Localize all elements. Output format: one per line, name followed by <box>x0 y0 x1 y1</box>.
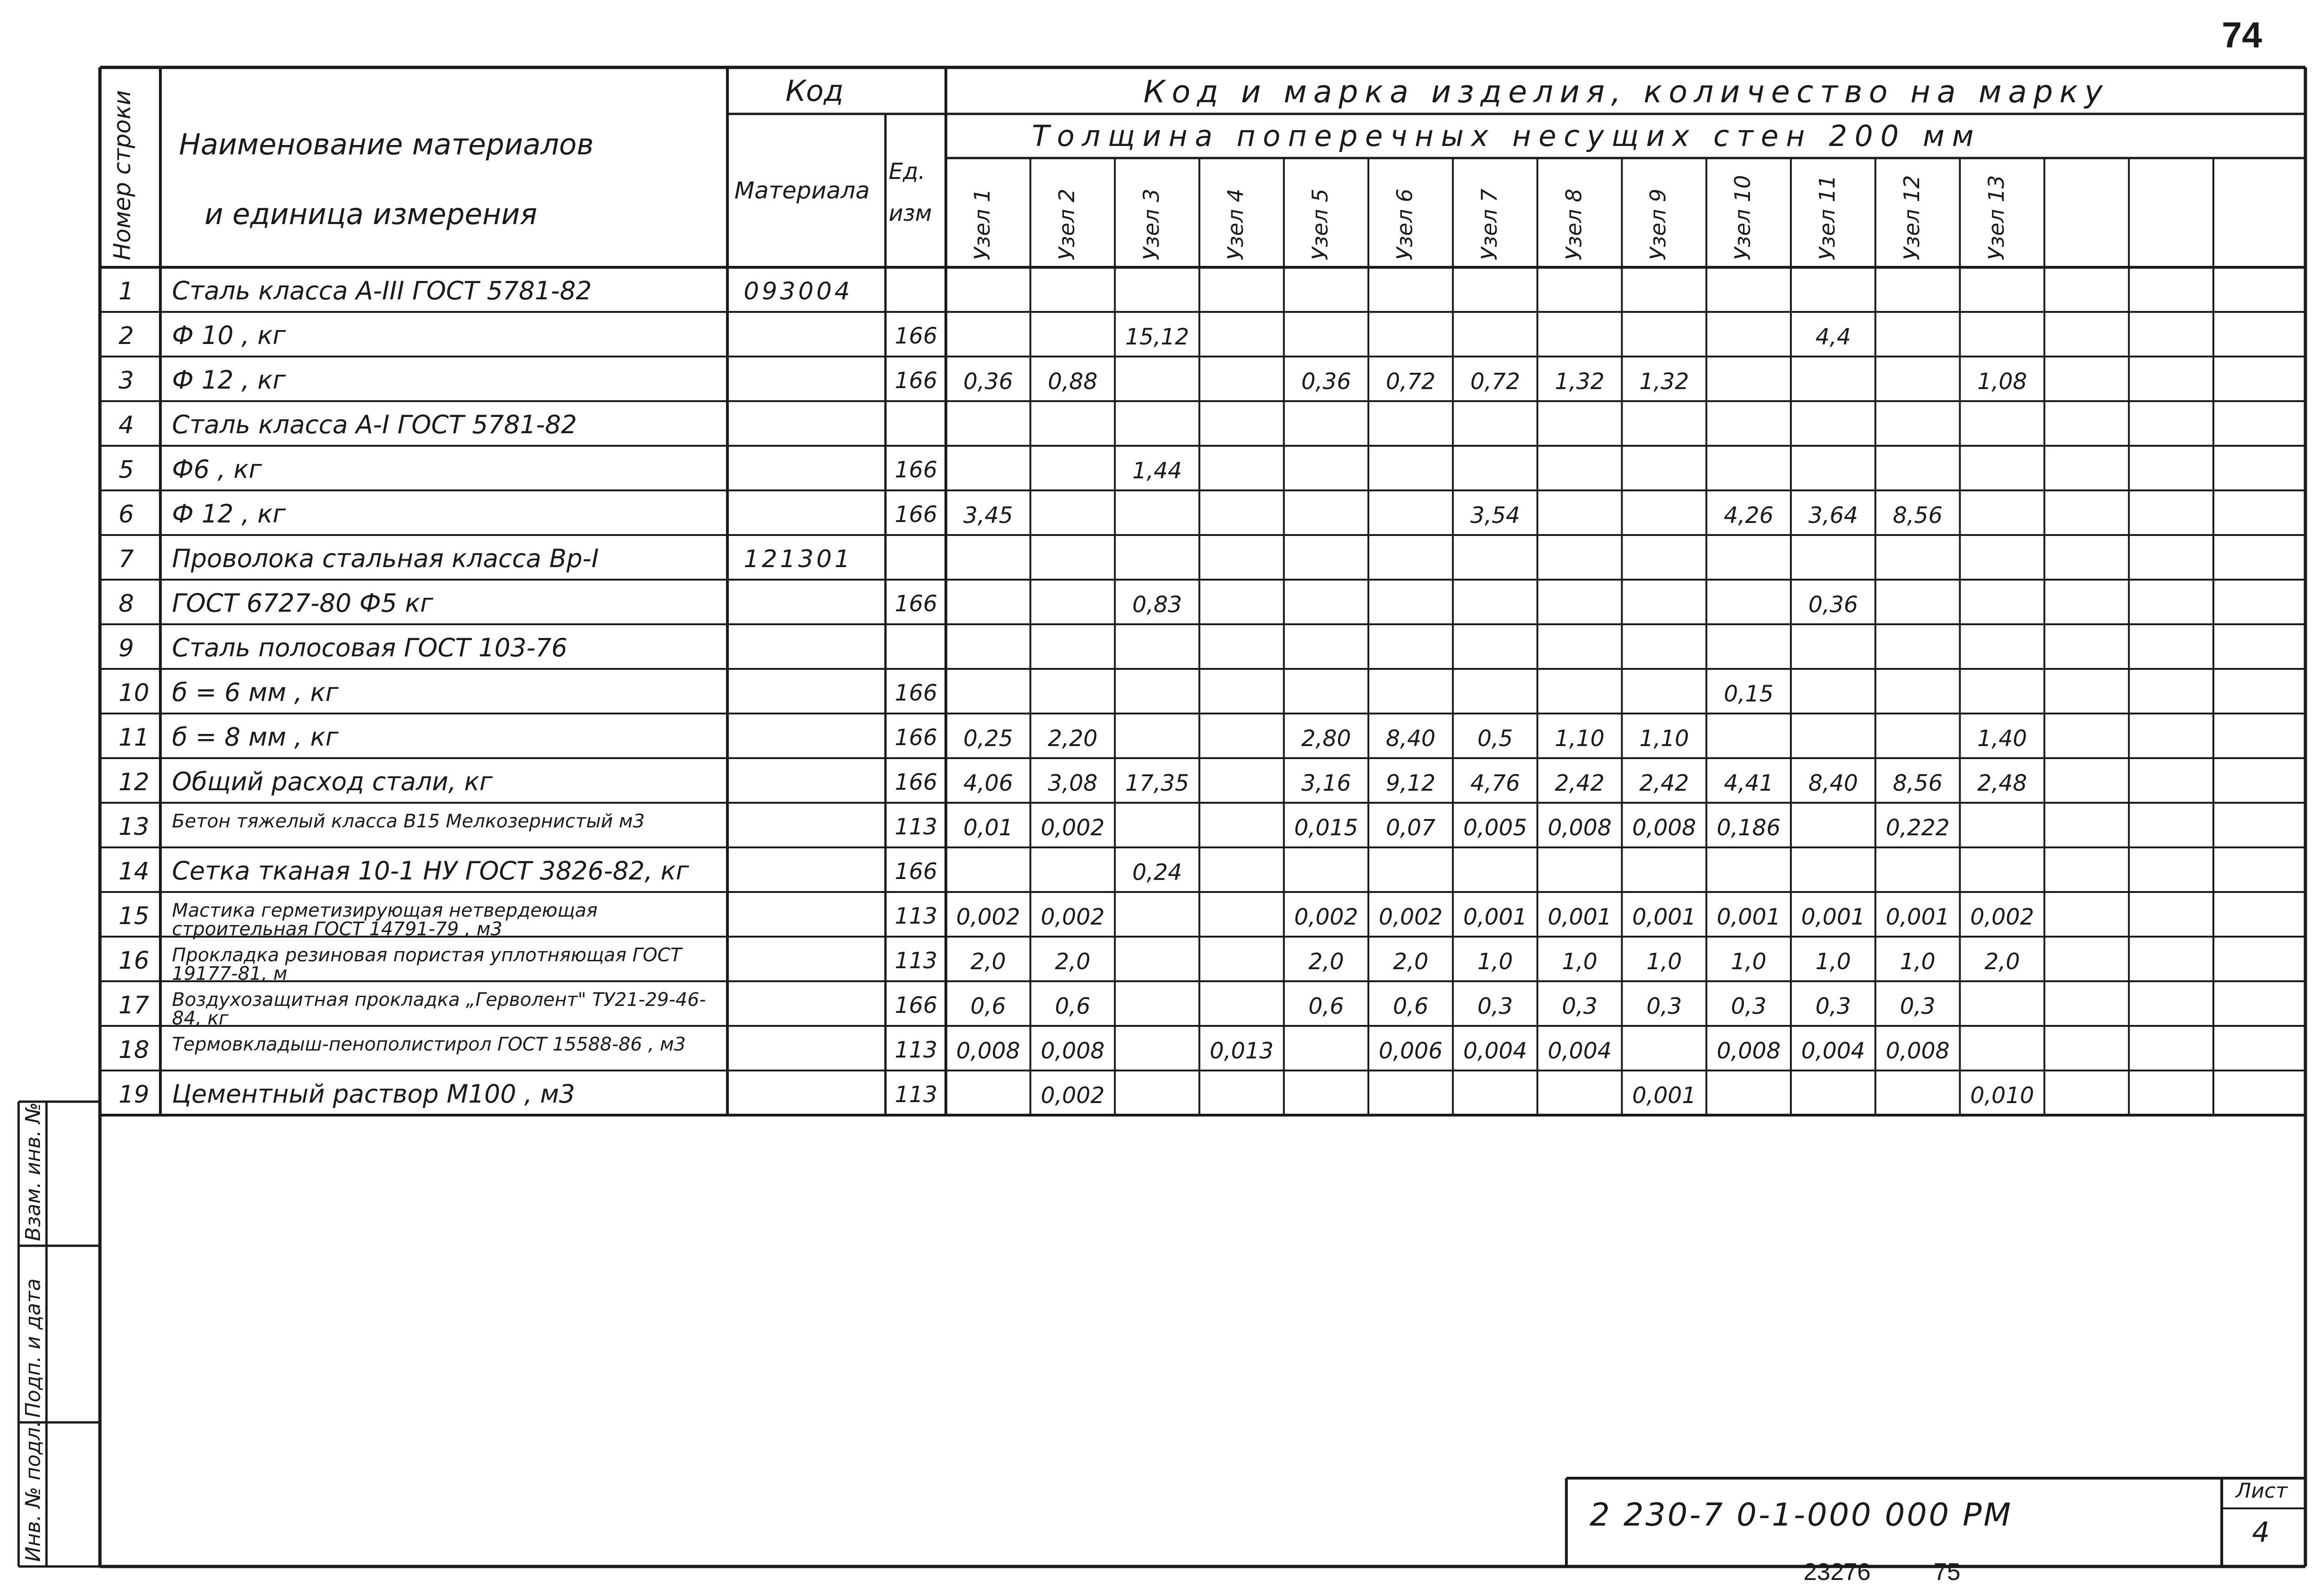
node-header-6: Узел 6 <box>1392 188 1417 260</box>
node-header-10: Узел 10 <box>1730 175 1756 260</box>
unit-code: 113 <box>895 948 938 974</box>
material-name: Сталь полосовая ГОСТ 103-76 <box>172 633 568 662</box>
node-value: 8,56 <box>1893 502 1943 529</box>
material-name: Прокладка резиновая пористая уплотняющая ГОСТ 19177-81, м <box>172 945 682 985</box>
product-title: Код и марка изделия, количество на марку <box>1143 74 2109 110</box>
node-value: 0,002 <box>1041 1083 1105 1109</box>
side-label-0: Инв. № подл. <box>21 1421 45 1562</box>
node-value: 8,40 <box>1386 726 1436 752</box>
node-value: 0,6 <box>970 993 1006 1019</box>
node-value: 0,006 <box>1379 1038 1443 1064</box>
unit-code: 113 <box>895 1037 938 1063</box>
material-name: б = 8 мм , кг <box>172 722 339 752</box>
node-value: 1,10 <box>1639 726 1689 752</box>
node-value: 0,15 <box>1723 681 1774 707</box>
node-header-13: Узел 13 <box>1983 175 2009 260</box>
row-number: 7 <box>119 545 134 573</box>
material-name: Бетон тяжелый класса В15 Мелкозернистый м3 <box>172 811 645 832</box>
row-number: 9 <box>119 634 134 662</box>
unit-code: 166 <box>895 591 938 617</box>
node-value: 3,54 <box>1470 502 1520 529</box>
node-value: 0,3 <box>1731 993 1767 1019</box>
thickness-title: Толщина поперечных несущих стен 200 мм <box>1032 119 1981 153</box>
material-name: Ф 12 , кг <box>172 499 286 529</box>
node-value: 0,3 <box>1900 993 1935 1019</box>
stamp-sheet-number: 4 <box>2252 1516 2270 1549</box>
node-value: 0,013 <box>1209 1038 1274 1064</box>
node-value: 1,0 <box>1731 949 1767 975</box>
unit-code: 166 <box>895 502 938 528</box>
node-value: 0,3 <box>1562 993 1598 1019</box>
row-number: 10 <box>119 679 150 707</box>
side-label-2: Взам. инв. № <box>21 1102 45 1241</box>
node-header-12: Узел 12 <box>1899 175 1924 260</box>
node-value: 0,001 <box>1632 1083 1697 1109</box>
node-value: 4,76 <box>1470 770 1520 796</box>
node-value: 0,008 <box>1717 1038 1781 1064</box>
node-value: 3,64 <box>1808 502 1858 529</box>
unit-code: 166 <box>895 680 938 706</box>
node-value: 0,88 <box>1048 369 1098 395</box>
row-number: 6 <box>119 501 134 529</box>
node-value: 8,40 <box>1808 770 1858 796</box>
node-value: 1,0 <box>1477 949 1513 975</box>
material-name: Ф6 , кг <box>172 455 262 484</box>
node-value: 17,35 <box>1125 770 1189 796</box>
node-value: 0,001 <box>1717 904 1781 930</box>
side-label-1: Подп. и дата <box>21 1278 45 1418</box>
node-value: 1,0 <box>1646 949 1682 975</box>
material-name: Сетка тканая 10-1 НУ ГОСТ 3826-82, кг <box>172 856 689 886</box>
node-value: 0,004 <box>1801 1038 1865 1064</box>
unit-code: 113 <box>895 1082 938 1108</box>
material-name: б = 6 мм , кг <box>172 678 339 707</box>
unit-code: 113 <box>895 814 938 840</box>
node-header-7: Узел 7 <box>1476 188 1502 260</box>
node-value: 0,002 <box>1041 815 1105 841</box>
node-value: 2,0 <box>970 949 1006 975</box>
node-value: 2,0 <box>1984 949 2020 975</box>
material-name: Сталь класса А-III ГОСТ 5781-82 <box>172 276 592 305</box>
node-value: 0,83 <box>1132 592 1182 618</box>
node-value: 1,40 <box>1977 726 2027 752</box>
node-value: 0,010 <box>1970 1083 2034 1109</box>
node-value: 0,6 <box>1393 993 1429 1019</box>
row-number: 1 <box>119 278 134 305</box>
node-value: 2,80 <box>1301 726 1351 752</box>
node-header-9: Узел 9 <box>1645 188 1671 260</box>
node-value: 0,002 <box>1970 904 2034 930</box>
row-number: 19 <box>119 1081 150 1109</box>
node-value: 0,72 <box>1470 369 1520 395</box>
row-number: 4 <box>119 411 134 439</box>
node-header-4: Узел 4 <box>1223 188 1248 260</box>
node-value: 8,56 <box>1893 770 1943 796</box>
node-value: 2,0 <box>1393 949 1429 975</box>
node-header-3: Узел 3 <box>1138 188 1164 260</box>
node-value: 0,01 <box>963 815 1013 841</box>
node-value: 0,3 <box>1477 993 1513 1019</box>
material-name: Ф 12 , кг <box>172 365 286 395</box>
node-value: 0,5 <box>1477 726 1513 752</box>
node-value: 0,6 <box>1308 993 1344 1019</box>
stamp-sheet-label: Лист <box>2236 1479 2288 1503</box>
unit-code: 166 <box>895 769 938 795</box>
material-name: Сталь класса А-I ГОСТ 5781-82 <box>172 410 577 439</box>
name-header-line2: и единица измерения <box>205 197 537 231</box>
unit-code: 166 <box>895 457 938 483</box>
row-number: 13 <box>119 813 150 841</box>
node-value: 0,008 <box>1886 1038 1950 1064</box>
node-value: 0,001 <box>1886 904 1950 930</box>
row-number: 14 <box>119 858 150 886</box>
node-value: 1,10 <box>1555 726 1605 752</box>
node-header-11: Узел 11 <box>1815 175 1840 260</box>
unit-code: 166 <box>895 323 938 349</box>
unit-code: 166 <box>895 859 938 885</box>
node-header-5: Узел 5 <box>1307 188 1333 260</box>
node-value: 0,002 <box>956 904 1020 930</box>
node-value: 3,45 <box>963 502 1013 529</box>
node-value: 4,26 <box>1723 502 1774 529</box>
node-value: 0,001 <box>1463 904 1527 930</box>
node-value: 0,36 <box>1301 369 1351 395</box>
material-name: ГОСТ 6727-80 Ф5 кг <box>172 588 434 618</box>
row-number: 11 <box>119 724 150 752</box>
node-value: 3,16 <box>1301 770 1351 796</box>
row-number: 16 <box>119 947 150 975</box>
page-number: 74 <box>2222 14 2262 55</box>
node-value: 0,24 <box>1132 859 1182 886</box>
node-value: 0,002 <box>1294 904 1358 930</box>
node-value: 1,08 <box>1977 369 2027 395</box>
node-value: 0,008 <box>956 1038 1020 1064</box>
node-value: 0,005 <box>1463 815 1527 841</box>
material-name: Общий расход стали, кг <box>172 767 493 796</box>
node-value: 0,004 <box>1463 1038 1527 1064</box>
node-header-8: Узел 8 <box>1561 188 1586 260</box>
unit-code: 166 <box>895 368 938 394</box>
node-value: 0,002 <box>1041 904 1105 930</box>
node-value: 0,002 <box>1379 904 1443 930</box>
node-value: 4,06 <box>963 770 1013 796</box>
node-value: 0,36 <box>1808 592 1858 618</box>
node-value: 15,12 <box>1125 324 1189 350</box>
material-code: 093004 <box>744 278 853 305</box>
row-number: 17 <box>119 991 150 1019</box>
node-value: 0,72 <box>1386 369 1436 395</box>
node-value: 1,0 <box>1562 949 1598 975</box>
node-value: 0,004 <box>1547 1038 1612 1064</box>
node-value: 4,41 <box>1723 770 1774 796</box>
material-code: 121301 <box>744 545 853 573</box>
node-value: 1,0 <box>1900 949 1935 975</box>
node-value: 3,08 <box>1048 770 1098 796</box>
node-value: 2,0 <box>1055 949 1090 975</box>
node-value: 0,001 <box>1801 904 1865 930</box>
material-name: Термовкладыш-пенополистирол ГОСТ 15588-86 , м3 <box>172 1034 686 1055</box>
node-value: 1,32 <box>1555 369 1605 395</box>
node-value: 0,222 <box>1886 815 1950 841</box>
node-value: 2,20 <box>1048 726 1098 752</box>
node-value: 4,4 <box>1815 324 1851 350</box>
node-value: 2,48 <box>1977 770 2027 796</box>
material-header: Материала <box>734 177 870 204</box>
row-number-header: Номер строки <box>109 90 136 260</box>
node-value: 0,186 <box>1717 815 1781 841</box>
node-header-1: Узел 1 <box>970 188 995 260</box>
node-value: 1,0 <box>1815 949 1851 975</box>
node-value: 0,3 <box>1646 993 1682 1019</box>
row-number: 5 <box>119 456 134 484</box>
node-value: 0,6 <box>1055 993 1090 1019</box>
unit-code: 166 <box>895 725 938 751</box>
node-value: 1,32 <box>1639 369 1689 395</box>
code-header: Код <box>786 74 844 108</box>
unit-header-1: Ед. <box>889 159 925 185</box>
row-number: 18 <box>119 1036 150 1064</box>
node-value: 0,07 <box>1386 815 1436 841</box>
node-value: 2,42 <box>1555 770 1605 796</box>
node-value: 0,015 <box>1294 815 1358 841</box>
material-name: Ф 10 , кг <box>172 321 286 350</box>
node-value: 0,008 <box>1632 815 1697 841</box>
material-name: Цементный раствор М100 , м3 <box>172 1079 575 1109</box>
footer-inventory: 23276 <box>1803 1559 1871 1586</box>
row-number: 12 <box>119 768 150 796</box>
material-name: Воздухозащитная прокладка „Герволент" ТУ21-29-46-84, кг <box>172 989 706 1029</box>
unit-code: 113 <box>895 903 938 929</box>
row-number: 15 <box>119 902 150 930</box>
material-name: Проволока стальная класса Вр-I <box>172 544 599 573</box>
unit-header-2: изм <box>889 200 932 226</box>
node-value: 0,25 <box>963 726 1013 752</box>
row-number: 3 <box>119 367 134 395</box>
row-number: 8 <box>119 590 134 618</box>
unit-code: 166 <box>895 992 938 1018</box>
node-value: 0,008 <box>1041 1038 1105 1064</box>
node-value: 0,008 <box>1547 815 1612 841</box>
node-value: 0,3 <box>1815 993 1851 1019</box>
node-value: 0,36 <box>963 369 1013 395</box>
node-value: 2,42 <box>1639 770 1689 796</box>
material-name: Мастика герметизирующая нетвердеющая строительная ГОСТ 14791-79 , м3 <box>172 900 598 940</box>
row-number: 2 <box>119 322 134 350</box>
stamp-doc-code: 2 230-7 0-1-000 000 РМ <box>1590 1497 2013 1533</box>
footer-page: 75 <box>1934 1559 1961 1586</box>
node-value: 0,001 <box>1632 904 1697 930</box>
node-value: 2,0 <box>1308 949 1344 975</box>
name-header-line1: Наименование материалов <box>179 127 594 161</box>
node-value: 9,12 <box>1386 770 1436 796</box>
node-value: 1,44 <box>1132 458 1182 484</box>
node-header-2: Узел 2 <box>1054 188 1079 260</box>
node-value: 0,001 <box>1547 904 1612 930</box>
